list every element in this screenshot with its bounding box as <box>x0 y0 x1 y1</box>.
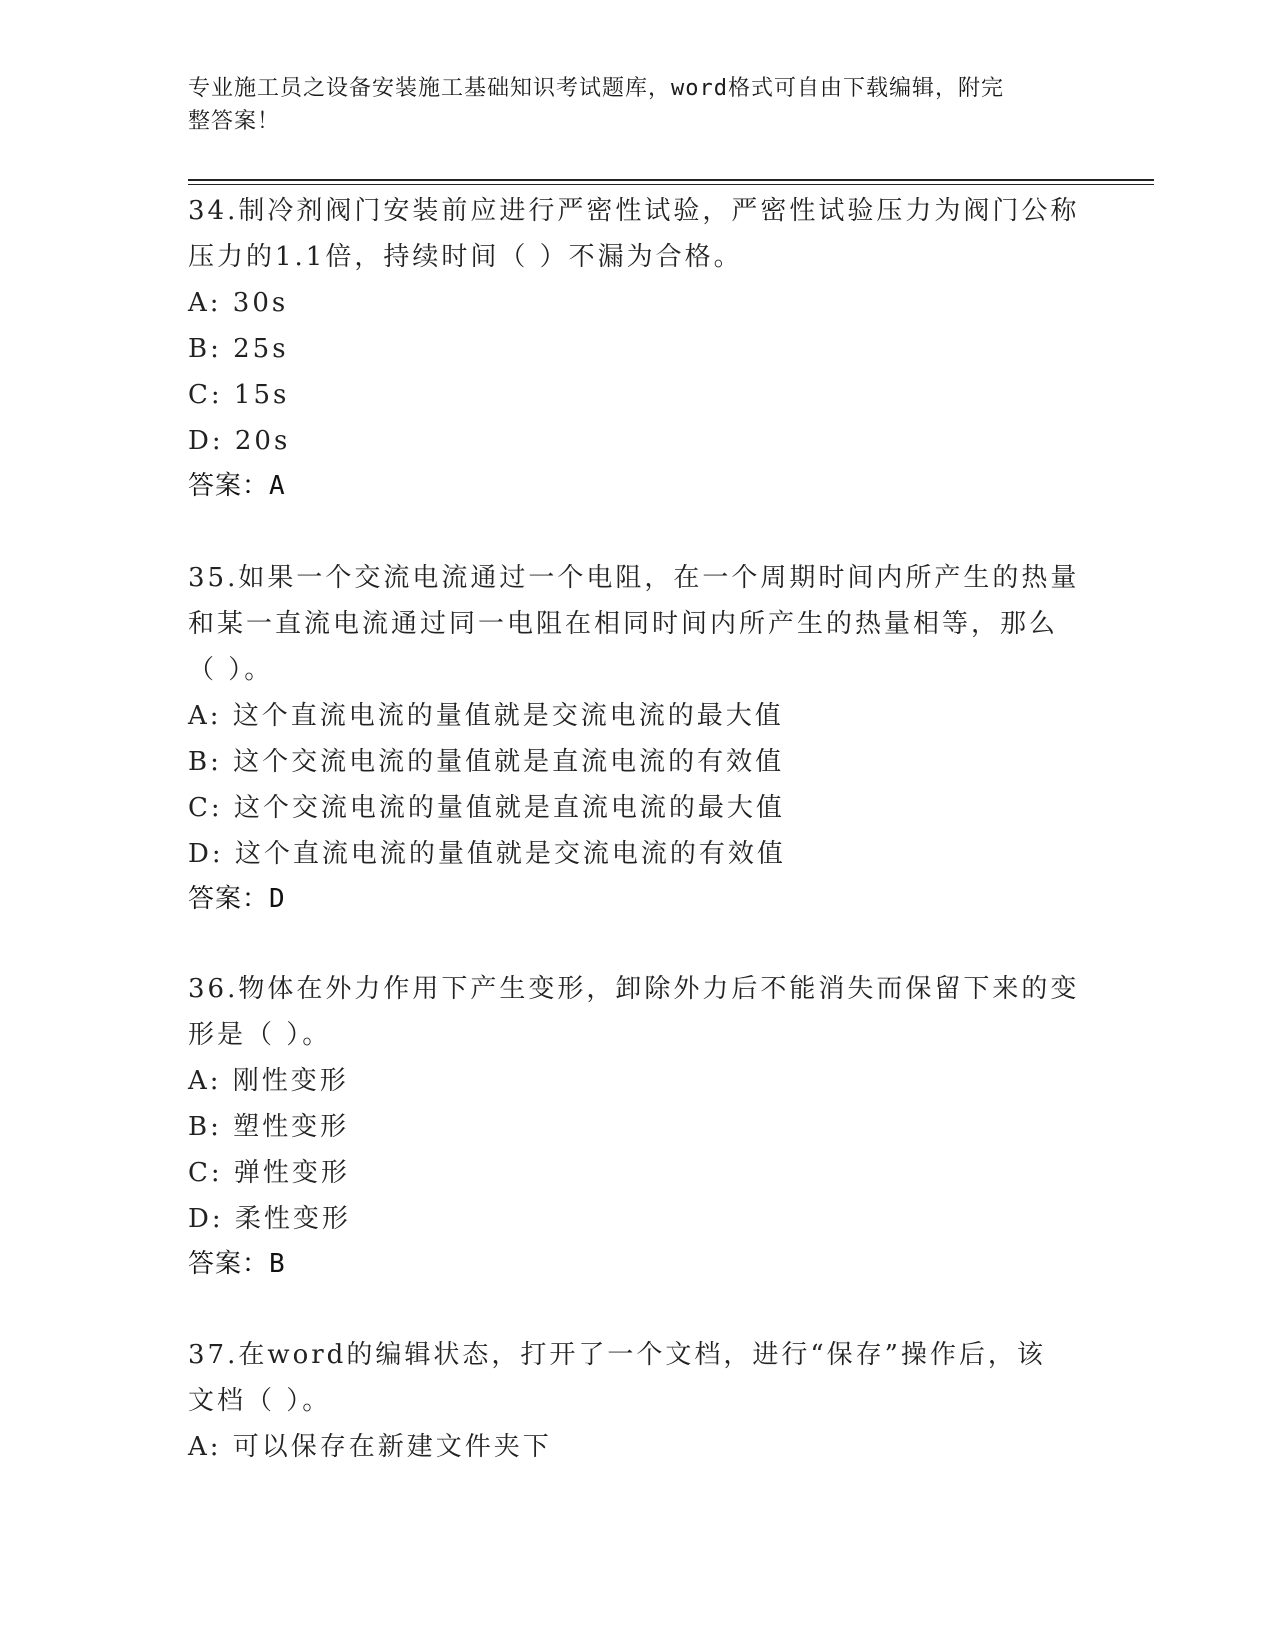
option-d: D: 这个直流电流的量值就是交流电流的有效值 <box>188 839 786 869</box>
option-b: B: 塑性变形 <box>188 1112 350 1142</box>
option-a: A: 可以保存在新建文件夹下 <box>188 1432 552 1462</box>
header-divider-thick <box>188 179 1154 181</box>
option-c: C: 15s <box>188 380 290 410</box>
option-a: A: 这个直流电流的量值就是交流电流的最大值 <box>188 701 784 731</box>
option-b: B: 25s <box>188 334 289 364</box>
option-d: D: 20s <box>188 426 291 456</box>
question-stem-line: 36.物体在外力作用下产生变形，卸除外力后不能消失而保留下来的变 <box>188 974 1080 1004</box>
header-line-1: 专业施工员之设备安装施工基础知识考试题库，word格式可自由下载编辑，附完 <box>188 76 1004 101</box>
question-stem-line: 压力的1.1倍，持续时间（ ）不漏为合格。 <box>188 242 743 272</box>
option-a: A: 30s <box>188 288 289 318</box>
question-stem-line: 形是（ ）。 <box>188 1020 332 1050</box>
question-34 <box>188 188 1088 508</box>
question-stem-line: 37.在word的编辑状态，打开了一个文档，进行“保存”操作后，该 <box>188 1340 1046 1370</box>
question-stem-line: 和某一直流电流通过同一电阻在相同时间内所产生的热量相等，那么 <box>188 609 1059 639</box>
option-d: D: 柔性变形 <box>188 1204 351 1234</box>
question-36 <box>188 966 1088 1286</box>
header-line-2: 整答案！ <box>188 109 281 134</box>
answer-label: 答案：D <box>188 884 286 914</box>
question-stem-line: 34.制冷剂阀门安装前应进行严密性试验，严密性试验压力为阀门公称 <box>188 196 1080 226</box>
question-stem-line: 35.如果一个交流电流通过一个电阻，在一个周期时间内所产生的热量 <box>188 563 1080 593</box>
question-37 <box>188 1332 1088 1470</box>
question-stem-line: （ ）。 <box>188 655 274 685</box>
question-stem-line: 文档（ ）。 <box>188 1386 332 1416</box>
question-35 <box>188 555 1088 921</box>
answer-label: 答案：A <box>188 471 286 501</box>
document-header <box>188 72 1088 138</box>
header-divider-thin <box>188 184 1154 185</box>
answer-label: 答案：B <box>188 1249 286 1279</box>
option-c: C: 这个交流电流的量值就是直流电流的最大值 <box>188 793 785 823</box>
option-c: C: 弹性变形 <box>188 1158 350 1188</box>
option-b: B: 这个交流电流的量值就是直流电流的有效值 <box>188 747 785 777</box>
option-a: A: 刚性变形 <box>188 1066 349 1096</box>
